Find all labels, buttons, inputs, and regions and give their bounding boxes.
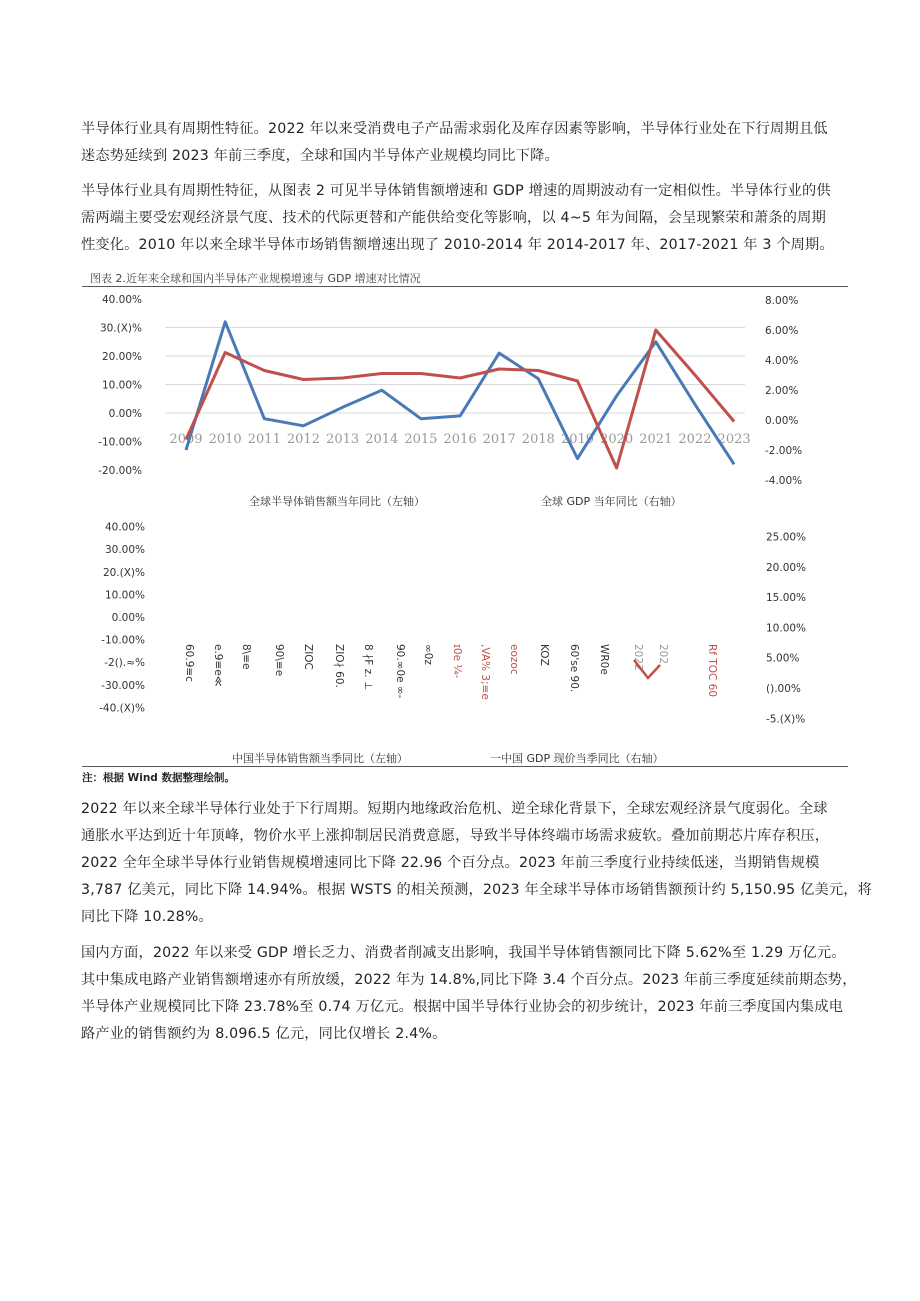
paragraph-line: 3,787 亿美元，同比下降 14.94%。根据 WSTS 的相关预测，2023 年全球半导体市场销售额预计约 5,150.95 亿美元，将 [81,882,873,898]
y-left-tick-label: 10.00% [101,379,142,392]
x-tick-label: 2023 [717,432,751,447]
legend-item: 中国半导体销售额当季同比（左轴） [232,752,408,765]
y-left-tick-label: 20.00% [101,351,142,363]
y-right-tick-label: 6.00% [765,325,799,337]
y-left-tick-label: -40.(X)% [99,702,145,715]
x-tick-label: KOZ [538,644,550,666]
y-left-tick-label: 30.00% [104,544,145,557]
x-tick-label: ,VA% 3;≡e [479,644,491,700]
paragraph-line: 半导体行业具有周期性特征。2022 年以来受消费电子产品需求弱化及库存因素等影响，半导体行业处在下行周期且低 [81,121,828,137]
figure-note: 注：根据 Wind 数据整理绘制。 [82,772,235,784]
x-tick-label: ɪ0e ¼- [451,644,463,679]
x-tick-label: e.9≡e≪ [212,644,224,687]
x-tick-label: 2011 [247,432,281,447]
x-tick-label: 2010 [208,432,242,447]
x-tick-label: ZIOC [302,644,314,670]
y-right-tick-label: 8.00% [765,295,799,307]
y-left-tick-label: -30.00% [101,679,145,692]
legend-item: 全球 GDP 当年同比（右轴） [541,495,682,508]
x-tick-label: 8 ∤F z. ⊥ [362,644,374,690]
x-tick-label: 90.∞0e ∞- [394,644,406,699]
legend-item: 全球半导体销售额当年同比（左轴） [249,495,425,508]
y-left-tick-label: 0.00% [108,408,142,420]
x-tick-label: 2015 [404,432,438,447]
y-left-tick-label: 10.00% [104,589,145,602]
x-tick-label: 2020 [600,432,634,447]
y-right-tick-label: 20.00% [766,561,807,574]
x-tick-label: Rf TOC 60 [706,644,718,698]
x-tick-label: 2014 [365,432,399,447]
y-right-tick-label: -5.(X)% [766,713,806,726]
series-line [186,330,734,468]
paragraph-line: 需两端主要受宏观经济景气度、技术的代际更替和产能供给变化等影响，以 4~5 年为间隔，会呈现繁荣和萧条的周期 [81,210,826,226]
paragraph-line: 国内方面，2022 年以来受 GDP 增长乏力、消费者削减支出影响，我国半导体销售额同比下降 5.62%至 1.29 万亿元。 [81,945,846,961]
paragraph-3 [81,796,873,931]
y-right-tick-label: -4.00% [765,475,803,487]
figure-caption: 图表 2.近年来全球和国内半导体产业规模增速与 GDP 增速对比情况 [90,272,421,285]
paragraph-line: 同比下降 10.28%。 [81,909,213,925]
figure-bottom-divider [82,766,848,767]
y-left-tick-label: 0.00% [111,612,145,624]
y-right-tick-label: 10.00% [766,622,807,635]
y-left-tick-label: -2().≈% [104,657,145,670]
x-tick-label: 202 [657,644,669,665]
y-left-tick-label: 40.00% [101,294,142,306]
paragraph-4 [81,940,857,1048]
y-right-tick-label: 0.00% [765,415,799,427]
y-left-tick-label: -20.00% [98,465,142,477]
y-right-tick-label: 4.00% [765,355,799,367]
paragraph-line: 半导体产业规模同比下降 23.78%至 0.74 万亿元。根据中国半导体行业协会的初步统计，2023 年前三季度国内集成电 [81,999,844,1015]
x-tick-label: 8\≡e [240,644,252,670]
y-left-tick-label: 30.(X)% [99,322,142,335]
y-right-tick-label: 5.00% [766,652,800,665]
y-right-tick-label: 25.00% [766,531,807,544]
y-right-tick-label: 2.00% [765,385,799,397]
y-left-tick-label: -10.00% [98,436,142,449]
x-tick-label: 2022 [678,432,712,447]
x-tick-label: 2019 [560,432,595,447]
paragraph-line: 性变化。2010 年以来全球半导体市场销售额增速出现了 2010-2014 年 2014-2017 年、2017-2021 年 3 个周期。 [81,237,834,253]
paragraph-line: 通胀水平达到近十年顶峰，物价水平上涨抑制居民消费意愿，导致半导体终端市场需求疲软。叠加前期芯片库存积压， [81,828,830,844]
x-tick-label: 2021 [639,432,673,447]
paragraph-line: 半导体行业具有周期性特征，从图表 2 可见半导体销售额增速和 GDP 增速的周期波动有一定相似性。半导体行业的供 [81,183,831,199]
x-tick-label: 2012 [286,432,320,447]
y-left-tick-label: -10.00% [101,634,145,647]
y-left-tick-label: 20.(X)% [102,566,145,579]
x-tick-label: 2018 [521,432,555,447]
legend-item: 一中国 GDP 现价当季同比（右轴） [490,752,664,765]
y-right-tick-label: -2.00% [765,445,803,457]
paragraph-line: 迷态势延续到 2023 年前三季度，全球和国内半导体产业规模均同比下降。 [81,148,559,164]
paragraph-line: 路产业的销售额约为 8.096.5 亿元，同比仅增长 2.4%。 [81,1026,447,1042]
x-tick-label: ∞0z [422,644,434,665]
x-tick-label: 90\≡e [273,644,285,677]
x-tick-label: 60'se 90. [568,644,580,693]
x-tick-label: WR0e [598,644,610,675]
x-tick-label: 60.9≡c [183,644,195,682]
x-tick-label: 2017 [482,432,516,447]
x-tick-label: 2009 [169,432,203,447]
x-tick-label: 2013 [326,432,360,447]
paragraph-line: 2022 全年全球半导体行业销售规模增速同比下降 22.96 个百分点。2023 年前三季度行业持续低迷，当期销售规模 [81,855,820,871]
x-tick-label: 2016 [443,432,477,447]
x-tick-label: 2022 [632,644,644,671]
paragraph-line: 其中集成电路产业销售额增速亦有所放缓，2022 年为 14.8%,同比下降 3.4 个百分点。2023 年前三季度延续前期态势， [81,972,857,988]
x-tick-label: ZIO∤ 60. [333,644,345,688]
paragraph-line: 2022 年以来全球半导体行业处于下行周期。短期内地缘政治危机、逆全球化背景下，全球宏观经济景气度弱化。全球 [81,801,828,817]
y-right-tick-label: 15.00% [766,592,807,605]
y-right-tick-label: ().00% [766,683,801,695]
y-left-tick-label: 40.00% [104,521,145,534]
x-tick-label: eozoc [508,644,520,675]
